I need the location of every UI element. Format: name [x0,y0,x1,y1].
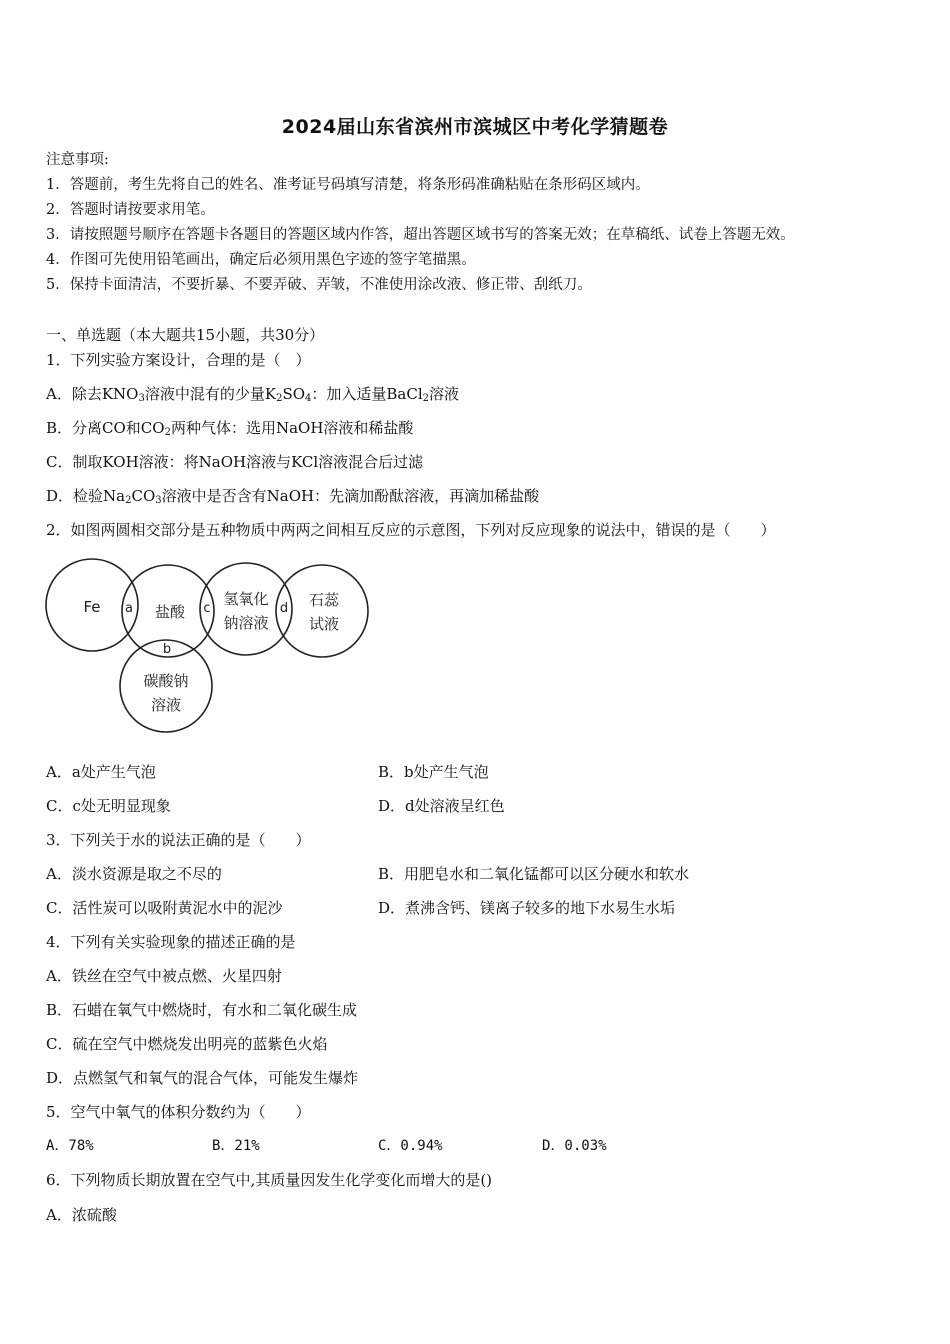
question-1-stem: 1．下列实验方案设计，合理的是（ ） [46,351,311,369]
label-a: a [125,601,133,616]
label-naoh-line1: 氢氧化 [223,590,269,608]
notice-item: 5．保持卡面清洁，不要折暴、不要弄破、弄皱，不准使用涂改液、修正带、刮纸刀。 [46,277,592,293]
notice-item: 1．答题前，考生先将自己的姓名、准考证号码填写清楚，将条形码准确粘贴在条形码区域内。 [46,177,650,193]
question-5-option-d: D．0.03% [542,1138,607,1154]
question-1-option-b: B．分离CO和$CO_2$两种气体：选用NaOH溶液和稀盐酸 [46,419,414,438]
question-4-option-a: A．铁丝在空气中被点燃、火星四射 [46,967,282,985]
circle-litmus [276,565,368,657]
label-b: b [162,642,172,657]
question-1-option-c: C．制取KOH溶液：将NaOH溶液与KCl溶液混合后过滤 [46,453,424,471]
label-hcl: 盐酸 [154,603,186,621]
question-1-option-d: D．检验$Na_2CO_3$溶液中是否含有NaOH：先滴加酚酞溶液，再滴加稀盐酸 [46,487,540,506]
question-5-stem: 5．空气中氧气的体积分数约为（ ） [46,1103,311,1121]
question-3-option-d: D．煮沸含钙、镁离子较多的地下水易生水垢 [378,899,676,917]
question-4-option-b: B．石蜡在氧气中燃烧时，有水和二氧化碳生成 [46,1001,358,1019]
question-2-option-b: B．b处产生气泡 [378,763,489,781]
label-litmus-line1: 石蕊 [308,591,340,609]
question-4-stem: 4．下列有关实验现象的描述正确的是 [46,933,296,951]
question-4-option-d: D．点燃氢气和氧气的混合气体，可能发生爆炸 [46,1069,359,1087]
question-2-stem: 2．如图两圆相交部分是五种物质中两两之间相互反应的示意图，下列对反应现象的说法中，错误的是（ ） [46,521,776,539]
question-3-option-b: B．用肥皂水和二氧化锰都可以区分硬水和软水 [378,865,690,883]
question-1-option-a: A．除去$KNO_3$溶液中混有的少量$K_2SO_4$：加入适量BaCl$_2$溶液 [46,385,460,404]
question-4-option-c: C．硫在空气中燃烧发出明亮的蓝紫色火焰 [46,1035,328,1053]
question-5-option-b: B．21% [212,1138,260,1154]
question-2-option-d: D．d处溶液呈红色 [378,797,505,815]
question-3-stem: 3．下列关于水的说法正确的是（ ） [46,831,311,849]
notice-item: 3．请按照题号顺序在答题卡各题目的答题区域内作答，超出答题区域书写的答案无效；在草稿纸、试卷上答题无效。 [46,227,795,243]
question-5-option-c: C．0.94% [378,1138,443,1154]
notice-heading: 注意事项: [46,152,109,168]
question-2-option-a: A．a处产生气泡 [46,763,156,781]
notice-item: 2．答题时请按要求用笔。 [46,202,215,218]
label-fe: Fe [83,598,101,616]
question-3-option-c: C．活性炭可以吸附黄泥水中的泥沙 [46,899,283,917]
label-c: c [203,601,211,616]
page-title: 2024届山东省滨州市滨城区中考化学猜题卷 [281,116,669,138]
label-na2co3-line2: 溶液 [150,696,182,714]
question-3-option-a: A．淡水资源是取之不尽的 [46,865,222,883]
reaction-circles-diagram [40,555,380,740]
section-heading: 一、单选题（本大题共15小题，共30分） [46,326,325,344]
label-naoh-line2: 钠溶液 [223,614,269,632]
question-5-option-a: A．78% [46,1138,94,1154]
label-na2co3-line1: 碳酸钠 [143,672,189,690]
question-6-option-a: A．浓硫酸 [46,1206,117,1224]
question-2-option-c: C．c处无明显现象 [46,797,171,815]
label-litmus-line2: 试液 [308,615,340,633]
question-6-stem: 6．下列物质长期放置在空气中,其质量因发生化学变化而增大的是() [46,1171,493,1189]
label-d: d [279,601,289,616]
notice-item: 4．作图可先使用铅笔画出，确定后必须用黑色字迹的签字笔描黑。 [46,252,476,268]
